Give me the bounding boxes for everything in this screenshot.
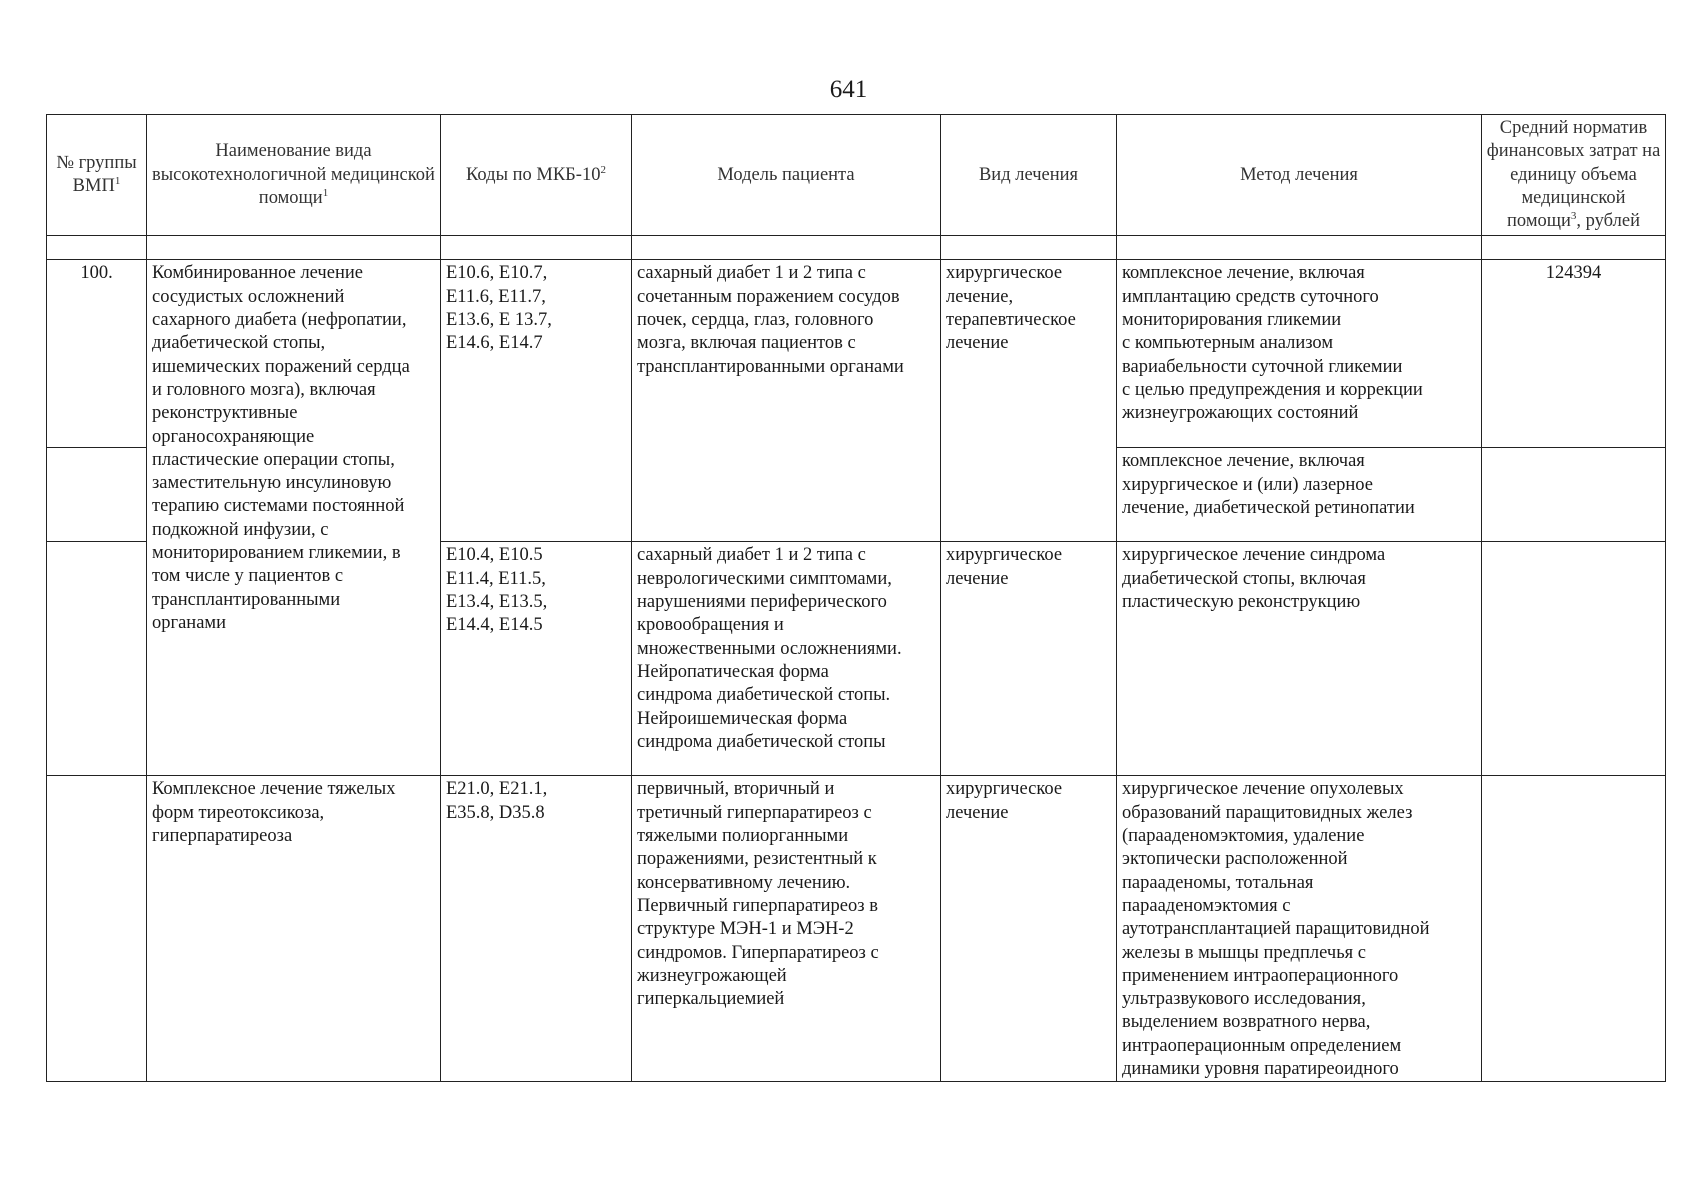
cost-cell bbox=[1482, 542, 1666, 776]
page-number: 641 bbox=[829, 76, 868, 103]
cost-cell: 124394 bbox=[1482, 260, 1666, 448]
type-cell: хирургическое лечение, терапевтическое лечение bbox=[941, 260, 1117, 542]
method-cell: хирургическое лечение опухолевых образований паращитовидных желез (парааденомэктомия, удаление эктопически расположенной парааденомы, тотальная парааденомэктомия с аутотрансплантацией паращитовидной железы в мышцы предплечья с применением интраоперационного ультразвукового исследования, выделением возвратного нерва, интраоперационным определением динамики уровня паратиреоидного bbox=[1117, 776, 1482, 1082]
cost-cell bbox=[1482, 448, 1666, 542]
codes-cell: E10.6, E10.7, E11.6, E11.7, E13.6, E 13.7, E14.6, E14.7 bbox=[441, 260, 632, 542]
vmp-table bbox=[46, 114, 1666, 1082]
header-codes: Коды по МКБ-$10^2$ bbox=[441, 115, 632, 236]
group-cell bbox=[47, 776, 147, 1082]
name-cell: Комплексное лечение тяжелых форм тиреотоксикоза, гиперпаратиреоза bbox=[147, 776, 441, 1082]
header-cost: Средний норматив финансовых затрат на единицу объема медицинской помощи$^3$, рублей bbox=[1482, 115, 1666, 236]
header-name: Наименование вида высокотехнологичной медицинской помощи$^1$ bbox=[147, 115, 441, 236]
method-cell: комплексное лечение, включая имплантацию средств суточного мониторирования гликемии с компьютерным анализом вариабельности суточной гликемии с целью предупреждения и коррекции жизнеугрожающих состояний bbox=[1117, 260, 1482, 448]
header-model: Модель пациента bbox=[632, 115, 941, 236]
spacer-row bbox=[47, 236, 1666, 260]
header-method: Метод лечения bbox=[1117, 115, 1482, 236]
table-row bbox=[47, 260, 1666, 448]
header-group: № группы ВМП$^1$ bbox=[47, 115, 147, 236]
group-cell: 100. bbox=[47, 260, 147, 448]
group-cell bbox=[47, 448, 147, 542]
header-type: Вид лечения bbox=[941, 115, 1117, 236]
group-cell bbox=[47, 542, 147, 776]
cost-cell bbox=[1482, 776, 1666, 1082]
model-cell: сахарный диабет 1 и 2 типа с неврологическими симптомами, нарушениями периферического кровообращения и множественными осложнениями. Нейропатическая форма синдрома диабетической стопы. Нейроишемическая форма синдрома диабетической стопы bbox=[632, 542, 941, 776]
table-header-row bbox=[47, 115, 1666, 236]
table-row bbox=[47, 776, 1666, 1082]
model-cell: первичный, вторичный и третичный гиперпаратиреоз с тяжелыми полиорганными поражениями, резистентный к консервативному лечению. Первичный гиперпаратиреоз в структуре МЭН-1 и МЭН-2 синдромов. Гиперпаратиреоз с жизнеугрожающей гиперкальциемией bbox=[632, 776, 941, 1082]
codes-cell: E21.0, E21.1, E35.8, D35.8 bbox=[441, 776, 632, 1082]
method-cell: комплексное лечение, включая хирургическое и (или) лазерное лечение, диабетической ретинопатии bbox=[1117, 448, 1482, 542]
codes-cell: E10.4, E10.5 E11.4, E11.5, E13.4, E13.5, E14.4, E14.5 bbox=[441, 542, 632, 776]
name-cell: Комбинированное лечение сосудистых осложнений сахарного диабета (нефропатии, диабетической стопы, ишемических поражений сердца и головного мозга), включая реконструктивные органосохраняющие пластические операции стопы, заместительную инсулиновую терапию системами постоянной подкожной инфузии, с мониторированием гликемии, в том числе у пациентов с трансплантированными органами bbox=[147, 260, 441, 776]
model-cell: сахарный диабет 1 и 2 типа с сочетанным поражением сосудов почек, сердца, глаз, головного мозга, включая пациентов с трансплантированными органами bbox=[632, 260, 941, 542]
type-cell: хирургическое лечение bbox=[941, 776, 1117, 1082]
type-cell: хирургическое лечение bbox=[941, 542, 1117, 776]
method-cell: хирургическое лечение синдрома диабетической стопы, включая пластическую реконструкцию bbox=[1117, 542, 1482, 776]
